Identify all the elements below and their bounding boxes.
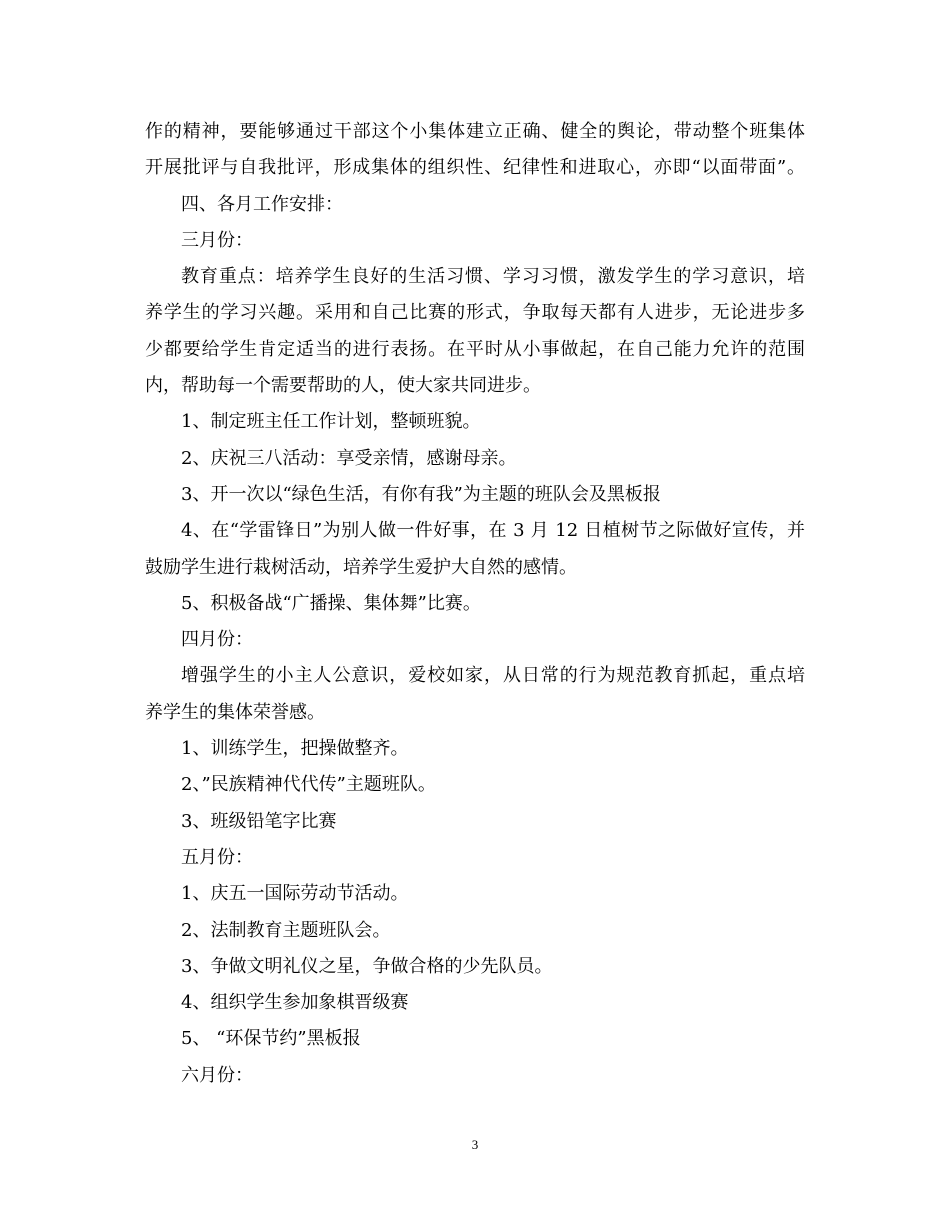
paragraph-line: 开展批评与自我批评，形成集体的组织性、纪律性和进取心，亦即“以面带面”。 <box>145 157 805 179</box>
month-heading: 三月份： <box>181 229 253 251</box>
list-item: 4、组织学生参加象棋晋级赛 <box>181 992 409 1014</box>
list-item: 1、训练学生，把操做整齐。 <box>181 738 409 760</box>
document-body <box>145 114 805 1094</box>
list-item: 2、庆祝三八活动：享受亲情，感谢母亲。 <box>181 447 517 469</box>
paragraph-line: 少都要给学生肯定适当的进行表扬。在平时从小事做起，在自己能力允许的范围 <box>145 338 805 360</box>
list-item: 3、争做文明礼仪之星，争做合格的少先队员。 <box>181 955 553 977</box>
list-item: 1、制定班主任工作计划，整顿班貌。 <box>181 411 481 433</box>
paragraph-line: 增强学生的小主人公意识，爱校如家，从日常的行为规范教育抓起，重点培 <box>181 665 805 687</box>
paragraph-line: 内，帮助每一个需要帮助的人，使大家共同进步。 <box>145 375 541 397</box>
list-item: 3、班级铅笔字比赛 <box>181 810 337 832</box>
month-heading: 四月份： <box>181 629 253 651</box>
list-item: 4、在“学雷锋日”为别人做一件好事，在 3 月 12 日植树节之际做好宣传，并 <box>181 520 805 542</box>
page-number: 3 <box>471 1137 479 1152</box>
list-item-continuation: 鼓励学生进行栽树活动，培养学生爱护大自然的感情。 <box>145 556 577 578</box>
paragraph-line: 养学生的集体荣誉感。 <box>145 701 325 723</box>
list-item: 2、法制教育主题班队会。 <box>181 919 391 941</box>
list-item: 3、开一次以“绿色生活，有你有我”为主题的班队会及黑板报 <box>181 483 661 505</box>
paragraph-line: 作的精神，要能够通过干部这个小集体建立正确、健全的舆论，带动整个班集体 <box>145 121 805 142</box>
month-heading: 六月份： <box>181 1064 253 1086</box>
list-item: 5、积极备战“广播操、集体舞”比赛。 <box>181 592 481 614</box>
paragraph-line: 教育重点：培养学生良好的生活习惯、学习习惯，激发学生的学习意识，培 <box>181 266 805 288</box>
list-item: 5、 “环保节约”黑板报 <box>181 1028 361 1050</box>
paragraph-line: 养学生的学习兴趣。采用和自己比赛的形式，争取每天都有人进步，无论进步多 <box>145 302 805 324</box>
section-heading: 四、各月工作安排： <box>181 193 343 215</box>
month-heading: 五月份： <box>181 846 253 868</box>
list-item: 1、庆五一国际劳动节活动。 <box>181 883 409 905</box>
list-item: 2、”民族精神代代传”主题班队。 <box>181 774 436 796</box>
